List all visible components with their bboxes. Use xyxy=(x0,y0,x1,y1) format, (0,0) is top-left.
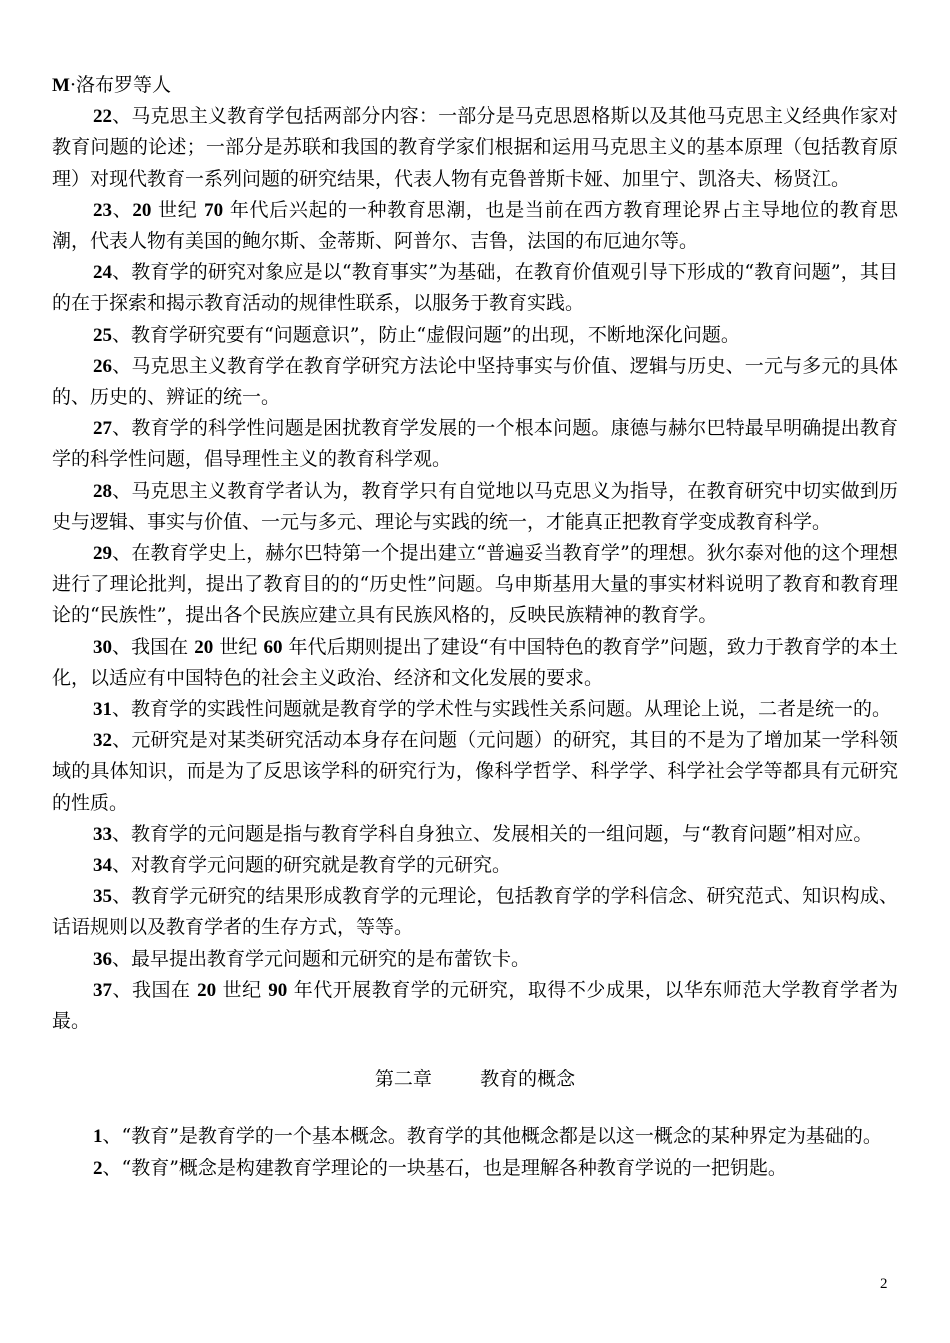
item-number: 37 xyxy=(93,979,112,1001)
item-text: 世纪 xyxy=(216,978,269,1001)
item-number: 34 xyxy=(93,855,112,877)
item-text: 年代后期则提出了建设“有中国特色的教育学”问题，致力于教育学的本土化，以适应有中国特色的社会主义政治、经济和文化发展的要求。 xyxy=(52,635,898,689)
list-item-23 xyxy=(52,195,898,257)
item-text: 、马克思主义教育学包括两部分内容：一部分是马克思恩格斯以及其他马克思主义经典作家对教育问题的论述；一部分是苏联和我国的教育学家们根据和运用马克思主义的基本原理（包括教育原理）对现代教育一系列问题的研究结果，代表人物有克鲁普斯卡娅、加里宁、凯洛夫、杨贤江。 xyxy=(52,105,898,190)
item-text: 、我国在 xyxy=(112,978,198,1001)
item-number: 1 xyxy=(93,1126,103,1148)
item-text: 、 xyxy=(112,198,133,221)
item-text: 、马克思主义教育学者认为，教育学只有自觉地以马克思义为指导，在教育研究中切实做到历史与逻辑、事实与价值、一元与多元、理论与实践的统一，才能真正把教育学变成教育科学。 xyxy=(52,479,898,533)
list-item-30 xyxy=(52,632,898,694)
item-text: 世纪 xyxy=(213,635,264,658)
list-item-25 xyxy=(52,320,898,351)
item-text: 、教育学的科学性问题是困扰教育学发展的一个根本问题。康德与赫尔巴特最早明确提出教育学的科学性问题，倡导理性主义的教育科学观。 xyxy=(52,417,898,471)
chapter-list-item-2 xyxy=(52,1153,898,1184)
item-text: 年代开展教育学的元研究，取得不少成果，以华东师范大学教育学者为最。 xyxy=(52,978,898,1033)
item-text: 、马克思主义教育学在教育学研究方法论中坚持事实与价值、逻辑与历史、一元与多元的具体的、历史的、辨证的统一。 xyxy=(52,354,898,409)
continuation-text: ·洛布罗等人 xyxy=(69,74,171,96)
list-item-24 xyxy=(52,257,898,319)
list-item-36 xyxy=(52,944,898,975)
continuation-bold: M xyxy=(52,75,70,96)
list-item-29 xyxy=(52,538,898,632)
item-number: 31 xyxy=(93,699,112,721)
item-text-bold: 20 xyxy=(132,199,152,221)
item-text-bold: 70 xyxy=(204,199,224,221)
item-text: 、教育学的研究对象应是以“教育事实”为基础，在教育价值观引导下形成的“教育问题”，其目的在于探索和揭示教育活动的规律性联系，以服务于教育实践。 xyxy=(52,261,898,315)
item-text: 、最早提出教育学元问题和元研究的是布蕾钦卡。 xyxy=(112,947,531,970)
item-number: 26 xyxy=(93,355,112,377)
chapter-number: 第二章 xyxy=(374,1068,432,1091)
list-item-33 xyxy=(52,819,898,850)
chapter-title: 教育的概念 xyxy=(480,1068,576,1091)
item-text: 、教育学元研究的结果形成教育学的元理论，包括教育学的学科信念、研究范式、知识构成、话语规则以及教育学者的生存方式，等等。 xyxy=(52,885,898,939)
item-text: 、“教育”概念是构建教育学理论的一块基石，也是理解各种教育学说的一把钥匙。 xyxy=(102,1156,787,1179)
item-number: 29 xyxy=(93,543,112,565)
document-page xyxy=(52,70,898,1184)
item-text: 、我国在 xyxy=(112,635,195,658)
item-number: 24 xyxy=(93,262,112,284)
item-text: 年代后兴起的一种教育思潮，也是当前在西方教育理论界占主导地位的教育思潮，代表人物有美国的鲍尔斯、金蒂斯、阿普尔、吉鲁，法国的布厄迪尔等。 xyxy=(52,198,898,253)
item-text: 、在教育学史上，赫尔巴特第一个提出建立“普遍妥当教育学”的理想。狄尔泰对他的这个理想进行了理论批判，提出了教育目的的“历史性”问题。乌申斯基用大量的事实材料说明了教育和教育理论的“民族性”，提出各个民族应建立具有民族风格的，反映民族精神的教育学。 xyxy=(52,542,898,627)
item-text-bold: 20 xyxy=(197,979,217,1001)
item-text: 、教育学的元问题是指与教育学科自身独立、发展相关的一组问题，与“教育问题”相对应。 xyxy=(112,822,873,845)
chapter-heading xyxy=(52,1064,898,1095)
item-number: 28 xyxy=(93,480,112,502)
list-item-32 xyxy=(52,725,898,819)
item-number: 36 xyxy=(93,948,112,970)
item-text: 、元研究是对某类研究活动本身存在问题（元问题）的研究，其目的不是为了增加某一学科领域的具体知识，而是为了反思该学科的研究行为，像科学哲学、科学学、科学社会学等都具有元研究的性质。 xyxy=(52,729,898,814)
item-text: 、教育学研究要有“问题意识”，防止“虚假问题”的出现，不断地深化问题。 xyxy=(112,323,740,346)
chapter-list-item-1 xyxy=(52,1121,898,1152)
item-number: 2 xyxy=(93,1157,103,1179)
continuation-line xyxy=(52,70,898,101)
item-text-bold: 90 xyxy=(268,979,288,1001)
item-number: 32 xyxy=(93,730,112,752)
list-item-34 xyxy=(52,850,898,881)
item-number: 22 xyxy=(93,106,112,128)
item-text: 、“教育”是教育学的一个基本概念。教育学的其他概念都是以这一概念的某种界定为基础的。 xyxy=(102,1125,882,1148)
list-item-31 xyxy=(52,694,898,725)
item-number: 27 xyxy=(93,418,112,440)
list-item-27 xyxy=(52,413,898,475)
page-number: 2 xyxy=(880,1276,888,1292)
item-number: 25 xyxy=(93,324,112,346)
item-text: 、教育学的实践性问题就是教育学的学术性与实践性关系问题。从理论上说，二者是统一的。 xyxy=(112,698,892,721)
list-item-35 xyxy=(52,881,898,943)
item-number: 33 xyxy=(93,823,112,845)
item-text: 、对教育学元问题的研究就是教育学的元研究。 xyxy=(112,854,512,877)
item-text: 世纪 xyxy=(151,198,205,221)
item-number: 35 xyxy=(93,886,112,908)
list-item-22 xyxy=(52,101,898,195)
item-number: 23 xyxy=(93,199,112,221)
item-text-bold: 60 xyxy=(263,636,283,658)
list-item-37 xyxy=(52,975,898,1037)
item-number: 30 xyxy=(93,636,112,658)
item-text-bold: 20 xyxy=(194,636,214,658)
list-item-28 xyxy=(52,476,898,538)
list-item-26 xyxy=(52,351,898,413)
